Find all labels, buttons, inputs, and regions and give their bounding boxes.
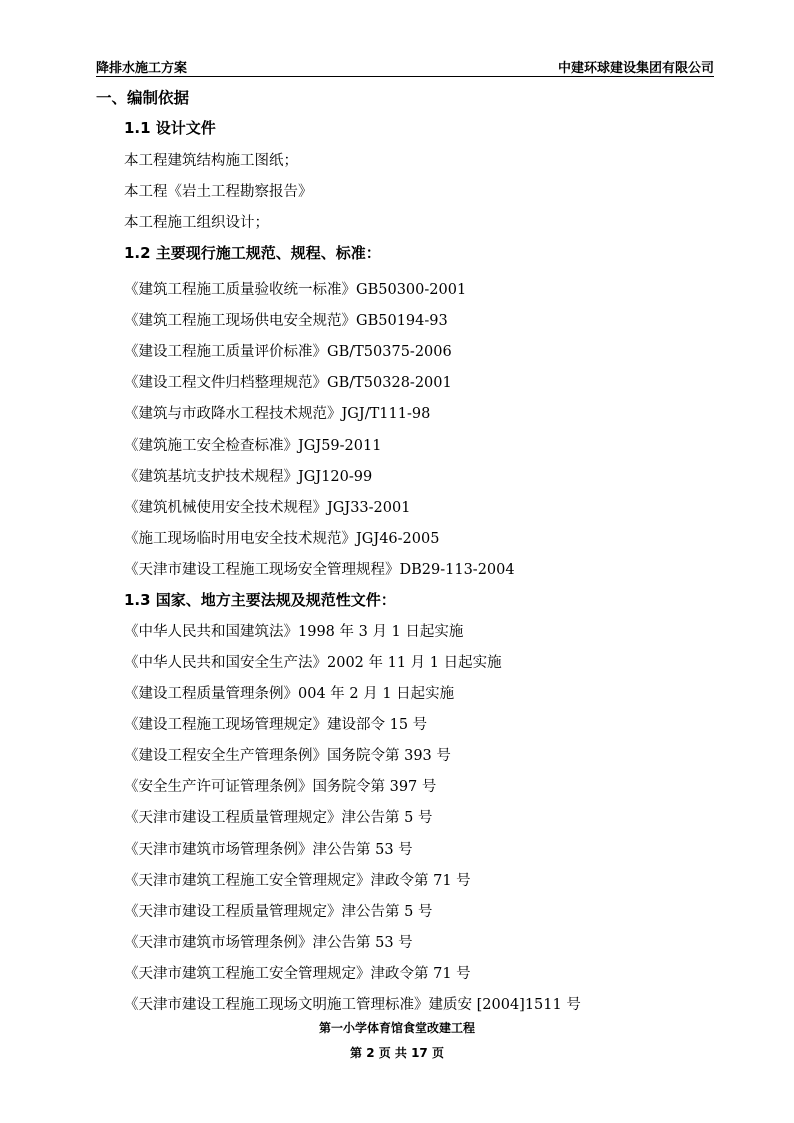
header-doc-title: 降排水施工方案 [96, 61, 188, 76]
list-item: 《天津市建设工程质量管理规定》津公告第 5 号 [124, 904, 433, 920]
list-item: 《安全生产许可证管理条例》国务院令第 397 号 [124, 779, 437, 795]
list-item: 《建筑基坑支护技术规程》JGJ120-99 [124, 469, 373, 485]
list-item: 《天津市建设工程施工现场文明施工管理标准》建质安 [2004]1511 号 [124, 997, 581, 1013]
list-item: 《天津市建筑市场管理条例》津公告第 53 号 [124, 935, 413, 951]
subsection-heading-1-1: 1.1 设计文件 [124, 119, 216, 137]
list-item: 《建设工程质量管理条例》004 年 2 月 1 日起实施 [124, 686, 455, 702]
list-item: 《施工现场临时用电安全技术规范》JGJ46-2005 [124, 531, 440, 547]
list-item: 《建设工程安全生产管理条例》国务院令第 393 号 [124, 748, 451, 764]
list-item: 《建筑工程施工质量验收统一标准》GB50300-2001 [124, 282, 467, 298]
footer-project-name: 第一小学体育馆食堂改建工程 [318, 1021, 475, 1035]
list-item: 《建设工程施工质量评价标准》GB/T50375-2006 [124, 344, 452, 360]
list-item: 《天津市建筑工程施工安全管理规定》津政令第 71 号 [124, 966, 471, 982]
list-item: 《中华人民共和国建筑法》1998 年 3 月 1 日起实施 [124, 624, 464, 640]
subsection-heading-1-3: 1.3 国家、地方主要法规及规范性文件： [124, 591, 396, 609]
list-item: 《建筑机械使用安全技术规程》JGJ33-2001 [124, 500, 411, 516]
page-header [96, 56, 714, 77]
list-item: 《天津市建筑市场管理条例》津公告第 53 号 [124, 842, 413, 858]
list-item: 《建筑施工安全检查标准》JGJ59-2011 [124, 438, 382, 454]
list-item: 《中华人民共和国安全生产法》2002 年 11 月 1 日起实施 [124, 655, 502, 671]
list-item: 《建设工程文件归档整理规范》GB/T50328-2001 [124, 375, 452, 391]
list-item: 《天津市建设工程施工现场安全管理规程》DB29-113-2004 [124, 562, 515, 578]
list-item: 《建筑与市政降水工程技术规范》JGJ/T111-98 [124, 406, 431, 422]
list-item: 《建设工程施工现场管理规定》建设部令 15 号 [124, 717, 428, 733]
list-item: 本工程施工组织设计； [124, 215, 269, 231]
list-item: 《天津市建设工程质量管理规定》津公告第 5 号 [124, 810, 433, 826]
footer-page-number: 第 2 页 共 17 页 [350, 1046, 444, 1060]
list-item: 《天津市建筑工程施工安全管理规定》津政令第 71 号 [124, 873, 471, 889]
section-heading: 一、编制依据 [96, 89, 190, 107]
subsection-heading-1-2: 1.2 主要现行施工规范、规程、标准： [124, 244, 381, 262]
list-item: 本工程《岩土工程勘察报告》 [124, 184, 313, 200]
list-item: 本工程建筑结构施工图纸； [124, 153, 298, 169]
header-company: 中建环球建设集团有限公司 [557, 61, 714, 76]
list-item: 《建筑工程施工现场供电安全规范》GB50194-93 [124, 313, 448, 329]
